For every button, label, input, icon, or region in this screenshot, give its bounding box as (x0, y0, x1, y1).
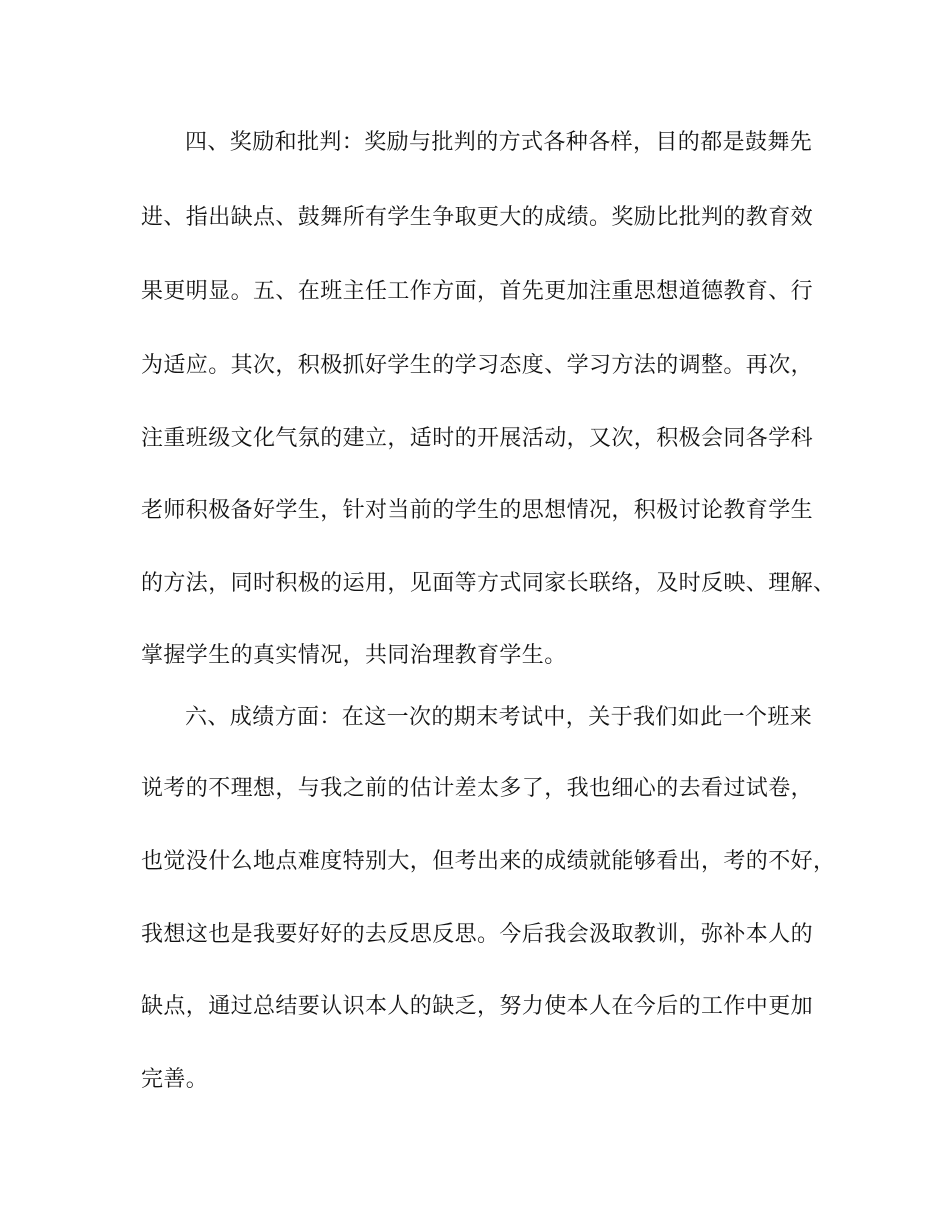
paragraph-6-line-4: 我想这也是我要好好的去反思反思。今后我会汲取教训，弥补本人的 (141, 922, 814, 947)
paragraph-4-line-3: 果更明显。五、在班主任工作方面，首先更加注重思想道德教育、行 (141, 279, 814, 304)
paragraph-6-line-1: 六、成绩方面：在这一次的期末考试中，关于我们如此一个班来 (185, 705, 813, 730)
paragraph-6-line-5: 缺点，通过总结要认识本人的缺乏，努力使本人在今后的工作中更加 (141, 994, 814, 1019)
paragraph-4-line-1: 四、奖励和批判：奖励与批判的方式各种各样，目的都是鼓舞先 (185, 130, 813, 155)
paragraph-6-line-2: 说考的不理想，与我之前的估计差太多了，我也细心的去看过试卷， (141, 776, 814, 801)
paragraph-6-line-6: 完善。 (141, 1067, 209, 1092)
paragraph-4-line-7: 的方法，同时积极的运用，见面等方式同家长联络，及时反映、理解、 (141, 571, 836, 596)
paragraph-4-line-8: 掌握学生的真实情况，共同治理教育学生。 (141, 643, 567, 668)
paragraph-4-line-4: 为适应。其次，积极抓好学生的学习态度、学习方法的调整。再次， (141, 353, 814, 378)
paragraph-6-line-3: 也觉没什么地点难度特别大，但考出来的成绩就能够看出，考的不好， (141, 849, 836, 874)
paragraph-4-line-6: 老师积极备好学生，针对当前的学生的思想情况，积极讨论教育学生 (141, 498, 814, 523)
paragraph-4-line-2: 进、指出缺点、鼓舞所有学生争取更大的成绩。奖励比批判的教育效 (141, 205, 814, 230)
paragraph-4-line-5: 注重班级文化气氛的建立，适时的开展活动，又次，积极会同各学科 (141, 426, 814, 451)
